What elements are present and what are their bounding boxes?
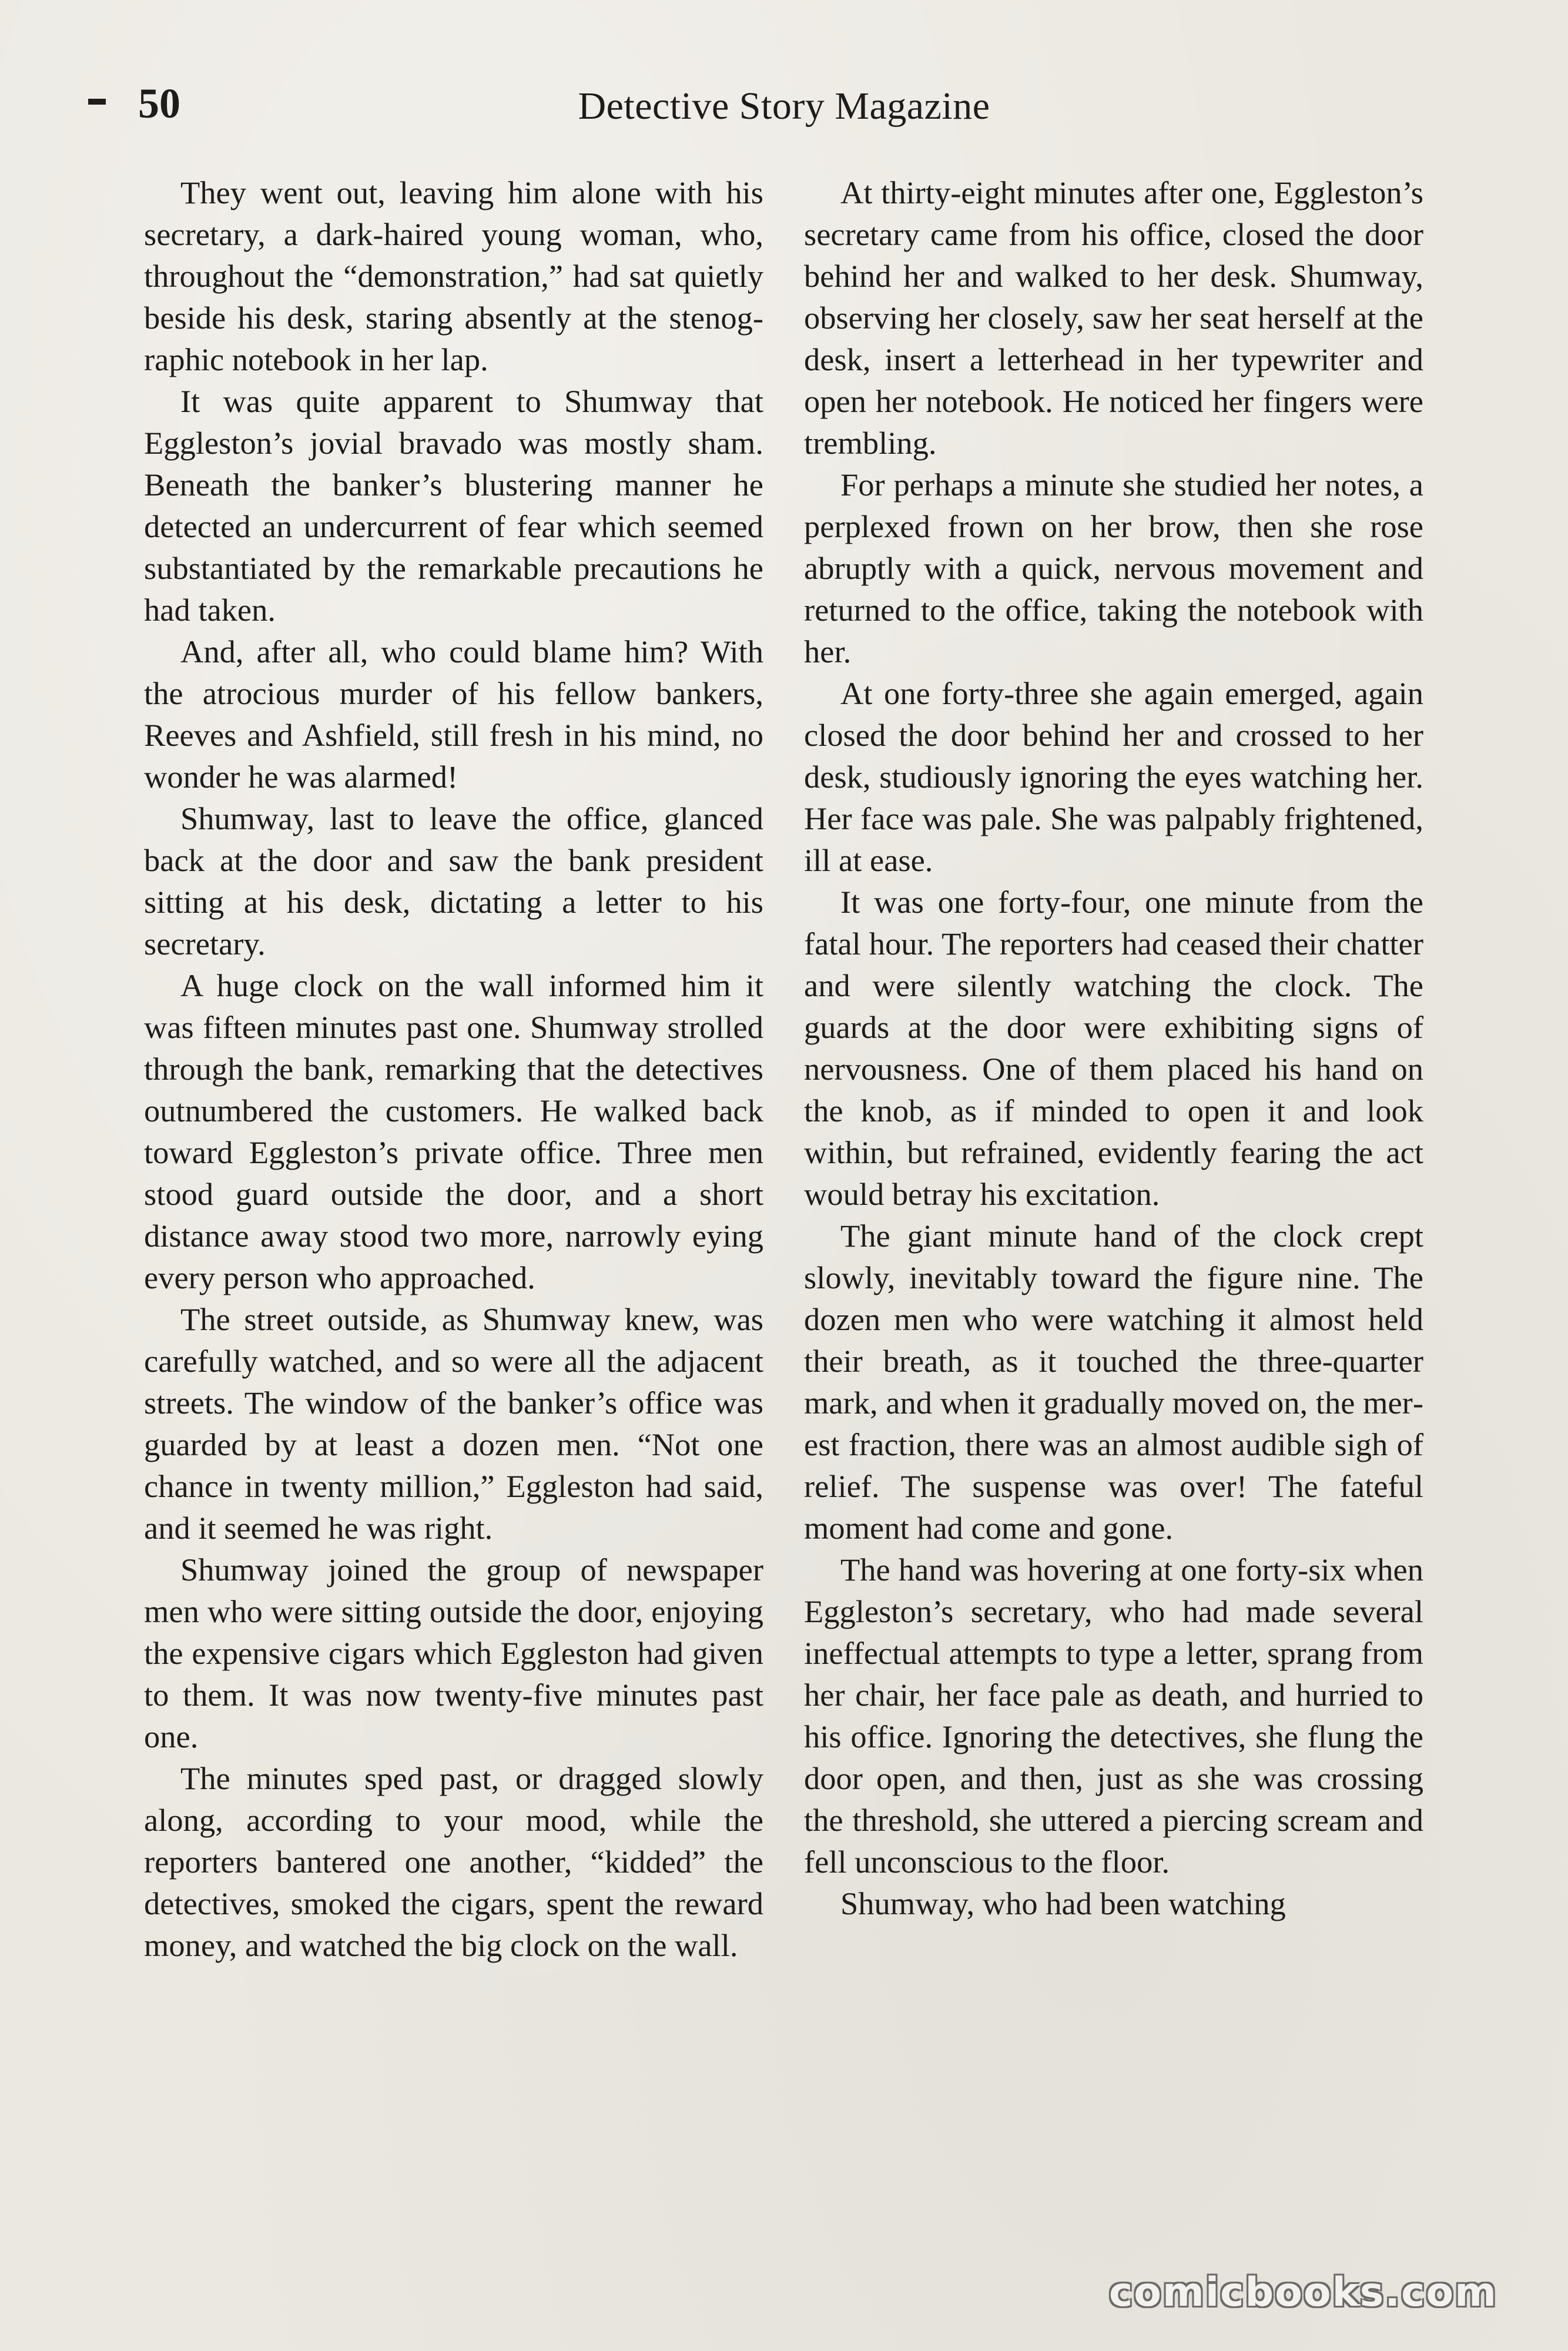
paragraph: The minutes sped past, or dragged slowly along, according to your mood, while the reporters bantered one another, “kidded” the detectives, smoked the cigars, spent the reward money, and watched the big clock on the wall. [144,1760,763,1963]
paragraph: For perhaps a minute she studied her notes, a perplexed frown on her brow, then she rose abruptly with a quick, nervous movement and returned to the office, taking the notebook with her. [804,467,1423,669]
paragraph: A huge clock on the wall informed him it was fifteen minutes past one. Shumway strolled through the bank, remarking that the detectives outnumbered the customers. He walked back toward Eggleston’s private office. Three men stood guard outside the door, and a short distance away stood two more, narrowly eying every person who approached. [144,967,763,1295]
paragraph: The street outside, as Shumway knew, was carefully watched, and so were all the adjacent streets. The window of the banker’s office was guarded by at least a dozen men. “Not one chance in twenty million,” Eggleston had said, and it seemed he was right. [144,1301,763,1546]
paragraph: And, after all, who could blame him? With the atrocious murder of his fellow bankers, Reeves and Ashfield, still fresh in his mind, no wonder he was alarmed! [144,634,763,795]
left-column [144,172,763,1966]
paragraph: They went out, leaving him alone with his secretary, a dark-haired young woman, who, throughout the “demonstration,” had sat quietly beside his desk, staring absently at the stenographic notebook in her lap. [144,175,763,377]
paragraph: The hand was hovering at one forty-six when Eggleston’s secretary, who had made several ineffectual attempts to type a letter, sprang from her chair, her face pale as death, and hurried to his office. Ignoring the detectives, she flung the door open, and then, just as she was crossing the threshold, she uttered a piercing scream and fell unconscious to the floor. [804,1552,1423,1880]
paragraph: At thirty-eight minutes after one, Eggleston’s secretary came from his office, closed the door behind her and walked to her desk. Shumway, observing her closely, saw her seat herself at the desk, insert a letterhead in her typewriter and open her notebook. He noticed her fingers were trembling. [804,175,1423,461]
paragraph: Shumway joined the group of newspaper men who were sitting outside the door, enjoying the expensive cigars which Eggleston had given to them. It was now twenty-five minutes past one. [144,1552,763,1754]
paragraph: The giant minute hand of the clock crept slowly, inevitably toward the figure nine. The dozen men who were watching it almost held their breath, as it touched the three-quarter mark, and when it gradually moved on, the merest fraction, there was an almost audible sigh of relief. The suspense was over! The fateful moment had come and gone. [804,1218,1423,1546]
paragraph: Shumway, last to leave the office, glanced back at the door and saw the bank president sitting at his desk, dictating a letter to his secretary. [144,801,763,962]
paragraph: Shumway, who had been watching [840,1886,1286,1921]
running-head-title: Detective Story Magazine [578,85,990,128]
paragraph: At one forty-three she again emerged, again closed the door behind her and crossed to her desk, studiously ignoring the eyes watching her. Her face was pale. She was palpably frightened, ill at ease. [804,675,1423,878]
watermark: comicbooks.com [1108,2269,1497,2316]
paragraph: It was one forty-four, one minute from the fatal hour. The reporters had ceased their chatter and were silently watching the clock. The guards at the door were exhibiting signs of nervousness. One of them placed his hand on the knob, as if minded to open it and look within, but refrained, evidently fearing the act would betray his excitation. [804,884,1423,1212]
paragraph: It was quite apparent to Shumway that Eggleston’s jovial bravado was mostly sham. Beneath the banker’s blustering manner he detected an undercurrent of fear which seemed substantiated by the remarkable precautions he had taken. [144,383,763,628]
page-number: 50 [138,80,180,127]
right-column [804,172,1423,1924]
